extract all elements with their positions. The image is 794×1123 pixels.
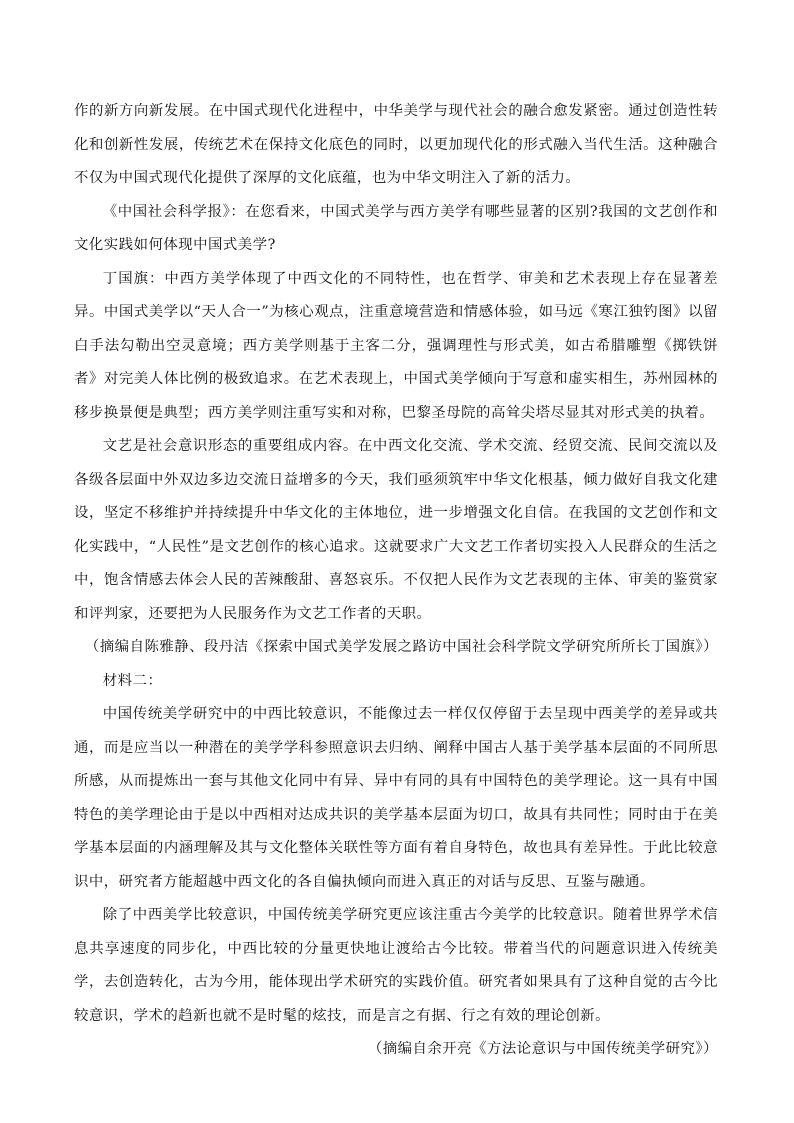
material-two-heading: 材料二： (102, 672, 163, 689)
source-citation-2: （摘编自余开亮《方法论意识与中国传统美学研究》） (367, 1041, 718, 1057)
source-citation-1: （摘编自陈雅静、段丹洁《探索中国式美学发展之路访中国社会科学院文学研究所所长丁国旗》） (84, 639, 718, 655)
paragraph-ancient-modern-comparison: 除了中西美学比较意识，中国传统美学研究更应该注重古今美学的比较意识。随着世界学术信息共享速度的同步化，中西比较的分量更快地让渡给古今比较。带着当代的问题意识进入传统美学，去创造转化，古为今用，能体现出学术研究的实践价值。研究者如果具有了这种自觉的古今比较意识，学术的趋新也就不是时髦的炫技，而是言之有据、行之有效的理论创新。 (74, 907, 718, 1024)
paragraph-interview-question: 《中国社会科学报》：在您看来，中国式美学与西方美学有哪些显著的区别?我国的文艺创作和文化实践如何体现中国式美学? (74, 203, 718, 253)
paragraph-comparison-awareness: 中国传统美学研究中的中西比较意识，不能像过去一样仅仅停留于去呈现中西美学的差异或共通，而是应当以一种潜在的美学学科参照意识去归纳、阐释中国古人基于美学基本层面的不同所思所感，从而提炼出一套与其他文化同中有异、异中有同的具有中国特色的美学理论。这一具有中国特色的美学理论由于是以中西相对达成共识的美学基本层面为切口，故具有共同性；同时由于在美学基本层面的内涵理解及其与文化整体关联性等方面有着自身特色，故也具有差异性。于此比较意识中，研究者方能超越中西文化的各自偏执倾向而进入真正的对话与反思、互鉴与融通。 (74, 706, 718, 890)
paragraph-interview-answer: 丁国旗：中西方美学体现了中西文化的不同特性，也在哲学、审美和艺术表现上存在显著差异。中国式美学以“天人合一”为核心观点，注重意境营造和情感体验，如马远《寒江独钓图》以留白手法勾勒出空灵意境；西方美学则基于主客二分，强调理性与形式美，如古希腊雕塑《掷铁饼者》对完美人体比例的极致追求。在艺术表现上，中国式美学倾向于写意和虚实相生，苏州园林的移步换景便是典型；西方美学则注重写实和对称，巴黎圣母院的高耸尖塔尽显其对形式美的执着。 (74, 270, 718, 421)
article-body (74, 95, 718, 1067)
paragraph-people-orientation: 文艺是社会意识形态的重要组成内容。在中西文化交流、学术交流、经贸交流、民间交流以及各级各层面中外双边多边交流日益增多的今天，我们亟须筑牢中华文化根基，倾力做好自我文化建设，坚定不移维护并持续提升中华文化的主体地位，进一步增强文化自信。在我国的文艺创作和文化实践中，“人民性”是文艺创作的核心追求。这就要求广大文艺工作者切实投入人民群众的生活之中，饱含情感去体会人民的苦辣酸甜、喜怒哀乐。不仅把人民作为文艺表现的主体、审美的鉴赏家和评判家，还要把为人民服务作为文艺工作者的天职。 (74, 438, 718, 622)
paragraph-continuation: 作的新方向新发展。在中国式现代化进程中，中华美学与现代社会的融合愈发紧密。通过创造性转化和创新性发展，传统艺术在保持文化底色的同时，以更加现代化的形式融入当代生活。这种融合不仅为中国式现代化提供了深厚的文化底蕴，也为中华文明注入了新的活力。 (74, 103, 718, 186)
